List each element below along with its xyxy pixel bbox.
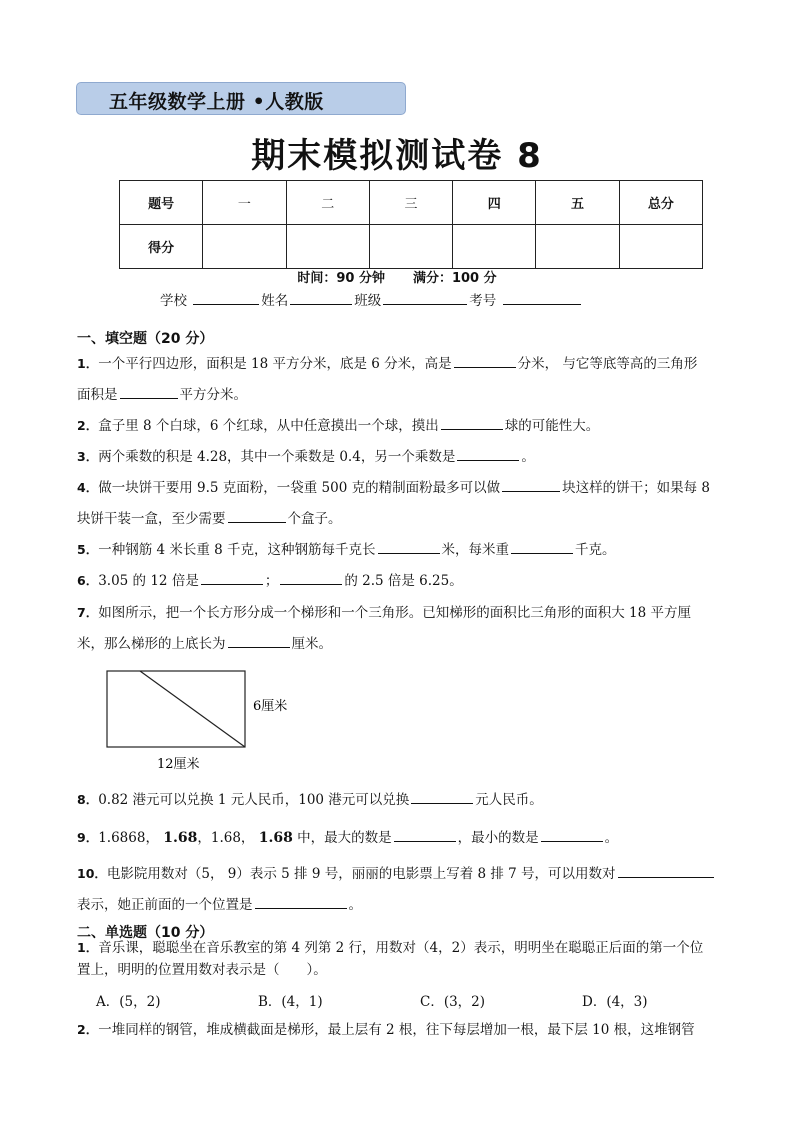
rectangle-figure: [100, 665, 300, 775]
student-info-line: [160, 289, 583, 309]
name-blank[interactable]: [290, 292, 352, 305]
answer-blank[interactable]: [511, 539, 573, 554]
answer-blank[interactable]: [618, 863, 714, 878]
question-text: 3.05 的 12 倍是: [98, 573, 199, 589]
exam-time-line: [0, 267, 794, 286]
answer-blank[interactable]: [394, 827, 456, 842]
question-text: 0.82 港元可以兑换 1 元人民币，100 港元可以兑换: [98, 792, 410, 808]
number-option: ，1.68，: [197, 830, 255, 846]
option-b[interactable]: B．(4，1): [258, 994, 323, 1010]
question-number: 8．: [77, 792, 99, 807]
question-text: 块这样的饼干；如果每 8: [562, 480, 710, 496]
question-text: 中，最大的数是: [297, 830, 392, 846]
question-number: 2．: [77, 1022, 99, 1037]
question-text: 米，那么梯形的上底长为: [77, 636, 226, 652]
question-number: 1．: [77, 356, 99, 371]
score-cell: [286, 225, 369, 269]
grade-banner: [76, 82, 406, 115]
width-label: 12厘米: [157, 757, 200, 772]
score-cell: [536, 225, 619, 269]
question-text: 表示，她正前面的一个位置是: [77, 897, 253, 913]
answer-blank[interactable]: [228, 633, 290, 648]
number-option: 1.6868，: [98, 830, 159, 846]
score-header-cell: 五: [536, 181, 619, 225]
repeating-decimal: 1.68: [258, 830, 293, 846]
question-text: ；: [264, 573, 279, 589]
question-2: [77, 410, 742, 442]
question-10: [77, 858, 742, 921]
answer-blank[interactable]: [454, 353, 516, 368]
question-text: 置上，明明的位置用数对表示是（ ）。: [77, 962, 327, 978]
question-text: 。: [348, 897, 362, 913]
question-text: 平方分米。: [179, 387, 247, 403]
answer-blank[interactable]: [411, 789, 473, 804]
score-header-cell: 三: [369, 181, 452, 225]
question-text: 做一块饼干要用 9.5 克面粉，一袋重 500 克的精制面粉最多可以做: [98, 480, 501, 496]
repeating-decimal: 1.68: [163, 830, 198, 846]
option-d[interactable]: D．(4，3): [582, 994, 648, 1010]
question-text: 音乐课，聪聪坐在音乐教室的第 4 列第 2 行，用数对（4，2）表示，明明坐在聪聪正后面的第一个位: [98, 940, 704, 956]
question-number: 7．: [77, 605, 99, 620]
question-text: 盒子里 8 个白球，6 个红球，从中任意摸出一个球，摸出: [98, 418, 439, 434]
question-text: 的 2.5 倍是 6.25。: [344, 573, 463, 589]
question-4: [77, 472, 742, 535]
option-c[interactable]: C．(3，2): [420, 994, 486, 1010]
question-8: [77, 784, 742, 816]
option-a[interactable]: A．(5，2): [96, 994, 161, 1010]
question-text: 一个平行四边形，面积是 18 平方分米，底是 6 分米，高是: [98, 356, 452, 372]
score-cell: [453, 225, 536, 269]
answer-blank[interactable]: [201, 570, 263, 585]
number-blank[interactable]: [503, 292, 581, 305]
question-text: 分米， 与它等底等高的三角形: [517, 356, 698, 372]
grade-banner-text: 五年级数学上册 •人教版: [109, 91, 324, 113]
number-label: 考号: [469, 293, 497, 309]
question-number: 10．: [77, 866, 107, 881]
exam-time: 时间：90 分钟: [297, 271, 385, 286]
answer-blank[interactable]: [228, 508, 286, 523]
question-text: 厘米。: [291, 636, 332, 652]
score-cell: [369, 225, 452, 269]
question-number: 4．: [77, 480, 99, 495]
question-9: [77, 822, 742, 854]
mc-options: [96, 990, 744, 1010]
name-label: 姓名: [261, 293, 289, 309]
question-text: 千克。: [575, 542, 616, 558]
section-heading: 二、单选题（10 分）: [77, 925, 214, 941]
score-cell: [203, 225, 286, 269]
question-7: [77, 597, 742, 660]
question-5: [77, 534, 742, 566]
exam-full-score: 满分：100 分: [412, 271, 497, 286]
answer-blank[interactable]: [457, 446, 519, 461]
mc-question-1: [77, 937, 742, 981]
score-header-cell: 总分: [619, 181, 702, 225]
class-blank[interactable]: [383, 292, 467, 305]
question-text: 个盒子。: [287, 511, 342, 527]
section-heading: 一、填空题（20 分）: [77, 331, 214, 347]
question-text: 电影院用数对（5， 9）表示 5 排 9 号，丽丽的电影票上写着 8 排 7 号，可以用数对: [106, 866, 616, 882]
score-row-label: 得分: [120, 225, 203, 269]
question-1: [77, 348, 742, 411]
question-text: 球的可能性大。: [504, 418, 600, 434]
question-number: 6．: [77, 573, 99, 588]
question-6: [77, 565, 742, 597]
score-cell: [619, 225, 702, 269]
question-number: 3．: [77, 449, 99, 464]
question-text: 。: [521, 449, 535, 465]
answer-blank[interactable]: [120, 384, 178, 399]
answer-blank[interactable]: [541, 827, 603, 842]
class-label: 班级: [354, 293, 382, 309]
question-number: 9．: [77, 830, 99, 845]
answer-blank[interactable]: [378, 539, 440, 554]
question-text: 米，每米重: [441, 542, 510, 558]
question-text: ，最小的数是: [457, 830, 539, 846]
question-text: 面积是: [77, 387, 118, 403]
answer-blank[interactable]: [255, 894, 347, 909]
question-text: 一种钢筋 4 米长重 8 千克，这种钢筋每千克长: [98, 542, 376, 558]
answer-blank[interactable]: [441, 415, 503, 430]
answer-blank[interactable]: [280, 570, 342, 585]
answer-blank[interactable]: [502, 477, 560, 492]
rectangle-outline: [107, 671, 245, 747]
school-label: 学校: [160, 293, 187, 309]
school-blank[interactable]: [193, 292, 259, 305]
score-header-cell: 一: [203, 181, 286, 225]
score-table: [119, 180, 703, 269]
question-number: 2．: [77, 418, 99, 433]
height-label: 6厘米: [253, 699, 288, 714]
question-text: 。: [604, 830, 619, 846]
score-header-cell: 题号: [120, 181, 203, 225]
page-title: 期末模拟测试卷 8: [251, 136, 543, 176]
question-text: 如图所示，把一个长方形分成一个梯形和一个三角形。已知梯形的面积比三角形的面积大 18 平方厘: [98, 605, 691, 621]
question-text: 一堆同样的钢管，堆成横截面是梯形，最上层有 2 根，往下每层增加一根，最下层 10 根，这堆钢管: [98, 1022, 695, 1038]
score-table-header-row: [120, 181, 703, 225]
question-number: 5．: [77, 542, 99, 557]
question-text: 元人民币。: [475, 792, 543, 808]
question-number: 1．: [77, 940, 99, 955]
score-header-cell: 四: [453, 181, 536, 225]
score-table-score-row: [120, 225, 703, 269]
question-3: [77, 441, 742, 473]
diagonal-line: [140, 671, 245, 747]
mc-question-2: [77, 1014, 742, 1046]
question-text: 两个乘数的积是 4.28，其中一个乘数是 0.4，另一个乘数是: [98, 449, 456, 465]
question-text: 块饼干装一盒，至少需要: [77, 511, 226, 527]
score-header-cell: 二: [286, 181, 369, 225]
